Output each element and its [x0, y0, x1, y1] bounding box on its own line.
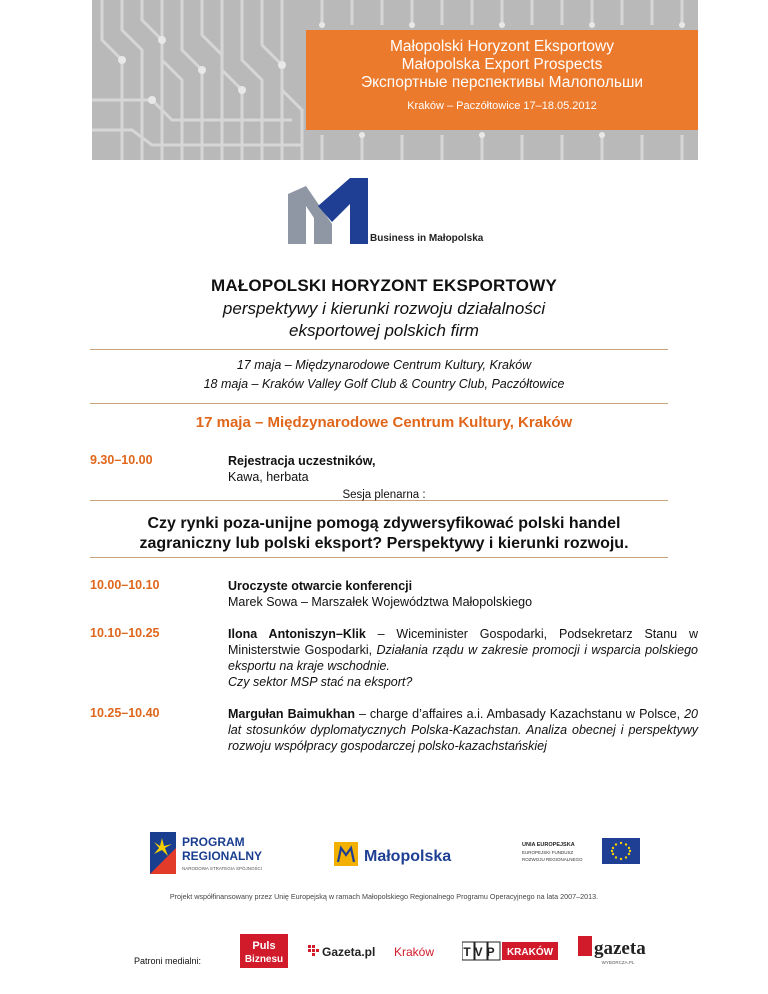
agenda-topic-2: Czy sektor MSP stać na eksport? [228, 675, 413, 689]
day-heading: 17 maja – Międzynarodowe Centrum Kultury, Kraków [195, 414, 573, 431]
gazeta-pl-text: Gazeta.pl [322, 945, 376, 959]
agenda-speaker-name: Ilona Antoniszyn–Klik [228, 627, 366, 641]
program-l3: NARODOWA STRATEGIA SPÓJNOŚCI [182, 866, 263, 871]
agenda-speaker-name: Margułan Baimukhan [228, 707, 355, 721]
agenda-description [228, 626, 698, 690]
agenda-topic: Działania rządu w zakresie promocji i wsparcia polskiego eksportu na kraje wschodnie. [228, 643, 699, 673]
puls-l1: Puls [252, 940, 276, 952]
session-question [0, 514, 768, 554]
cofinancing-note: Projekt współfinansowany przez Unię Europejską w ramach Małopolskiego Regionalnego Programu Operacyjnego na lata 2007–2013. [169, 892, 599, 901]
page-title: MAŁOPOLSKI HORYZONT EKSPORTOWY [210, 276, 557, 295]
eu-logo [518, 834, 642, 876]
eu-l3: ROZWOJU REGIONALNEGO [522, 857, 583, 862]
divider [90, 349, 668, 350]
program-l2: REGIONALNY [182, 849, 263, 863]
header-banner [92, 0, 698, 160]
funding-logos [0, 826, 768, 886]
banner-dates: Kraków – Paczółtowice 17–18.05.2012 [407, 100, 597, 112]
banner-title-box [306, 30, 698, 130]
program-regionalny-logo [150, 832, 310, 878]
eu-l2: EUROPEJSKI FUNDUSZ [522, 850, 574, 855]
agenda-time: 10.10–10.25 [90, 626, 160, 640]
banner-title-en: Małopolska Export Prospects [401, 56, 603, 73]
gazeta-wyborcza-logo [578, 934, 650, 968]
banner-title-ru: Экспортные перспективы Малопольши [360, 74, 644, 91]
registration-sub: Kawa, herbata [228, 470, 309, 484]
tvp-krakow-logo [462, 940, 562, 964]
agenda-description [228, 578, 698, 610]
logo-caption: Business in Małopolska [370, 233, 484, 244]
agenda-time: 9.30–10.00 [90, 453, 153, 467]
puls-biznesu-logo [240, 934, 292, 970]
venue-day-1: 17 maja – Międzynarodowe Centrum Kultury, Kraków [236, 358, 532, 372]
page-subtitle [0, 298, 768, 342]
subtitle-line-1: perspektywy i kierunki rozwoju działalności [222, 299, 546, 318]
gazeta-pl-krakow-logo [308, 940, 448, 962]
program-l1: PROGRAM [182, 835, 245, 849]
subtitle-line-2: eksportowej polskich firm [289, 321, 479, 340]
agenda-description [228, 453, 698, 485]
malopolska-logo [334, 840, 484, 870]
tvp-city: KRAKÓW [506, 947, 554, 958]
puls-l2: Biznesu [244, 954, 284, 965]
session-label: Sesja plenarna : [342, 489, 426, 501]
gazeta-sub: WYBORCZA.PL [601, 960, 635, 965]
media-patrons-label: Patroni medialni: [134, 956, 202, 966]
venues [0, 356, 768, 394]
gazeta-pl-city: Kraków [394, 945, 435, 959]
registration-title: Rejestracja uczestników, [228, 454, 376, 468]
agenda-description [228, 706, 698, 754]
gazeta-text: gazeta [594, 938, 646, 959]
malopolska-text: Małopolska [364, 848, 452, 865]
agenda-speaker-role: – charge d’affaires a.i. Ambasady Kazachstanu w Polsce, [354, 707, 685, 721]
session-question-line-2: zagraniczny lub polski eksport? Perspektywy i kierunki rozwoju. [139, 535, 629, 552]
tvp-text: TVP [463, 945, 499, 959]
session-question-line-1: Czy rynki poza-unijne pomogą zdywersyfikować polski handel [147, 515, 621, 532]
divider [90, 403, 668, 404]
agenda-time: 10.25–10.40 [90, 706, 160, 720]
venue-day-2: 18 maja – Kraków Valley Golf Club & Country Club, Paczółtowice [203, 377, 565, 391]
eu-l1: UNIA EUROPEJSKA [522, 842, 575, 848]
agenda-speaker-role: – Wiceminister Gospodarki, Podsekretarz Stanu w Ministerstwie Gospodarki, [228, 627, 698, 657]
agenda-title: Uroczyste otwarcie konferencji [228, 579, 413, 593]
divider [90, 557, 668, 558]
agenda-speaker: Marek Sowa – Marszałek Województwa Małopolskiego [228, 595, 533, 609]
banner-title-pl: Małopolski Horyzont Eksportowy [390, 38, 614, 55]
agenda-topic: 20 lat stosunków dyplomatycznych Polska-Kazachstan. Analiza obecnej i perspektywy rozwoju współpracy gospodarczej polsko-kazachstańskiej [228, 707, 698, 753]
agenda-time: 10.00–10.10 [90, 578, 160, 592]
